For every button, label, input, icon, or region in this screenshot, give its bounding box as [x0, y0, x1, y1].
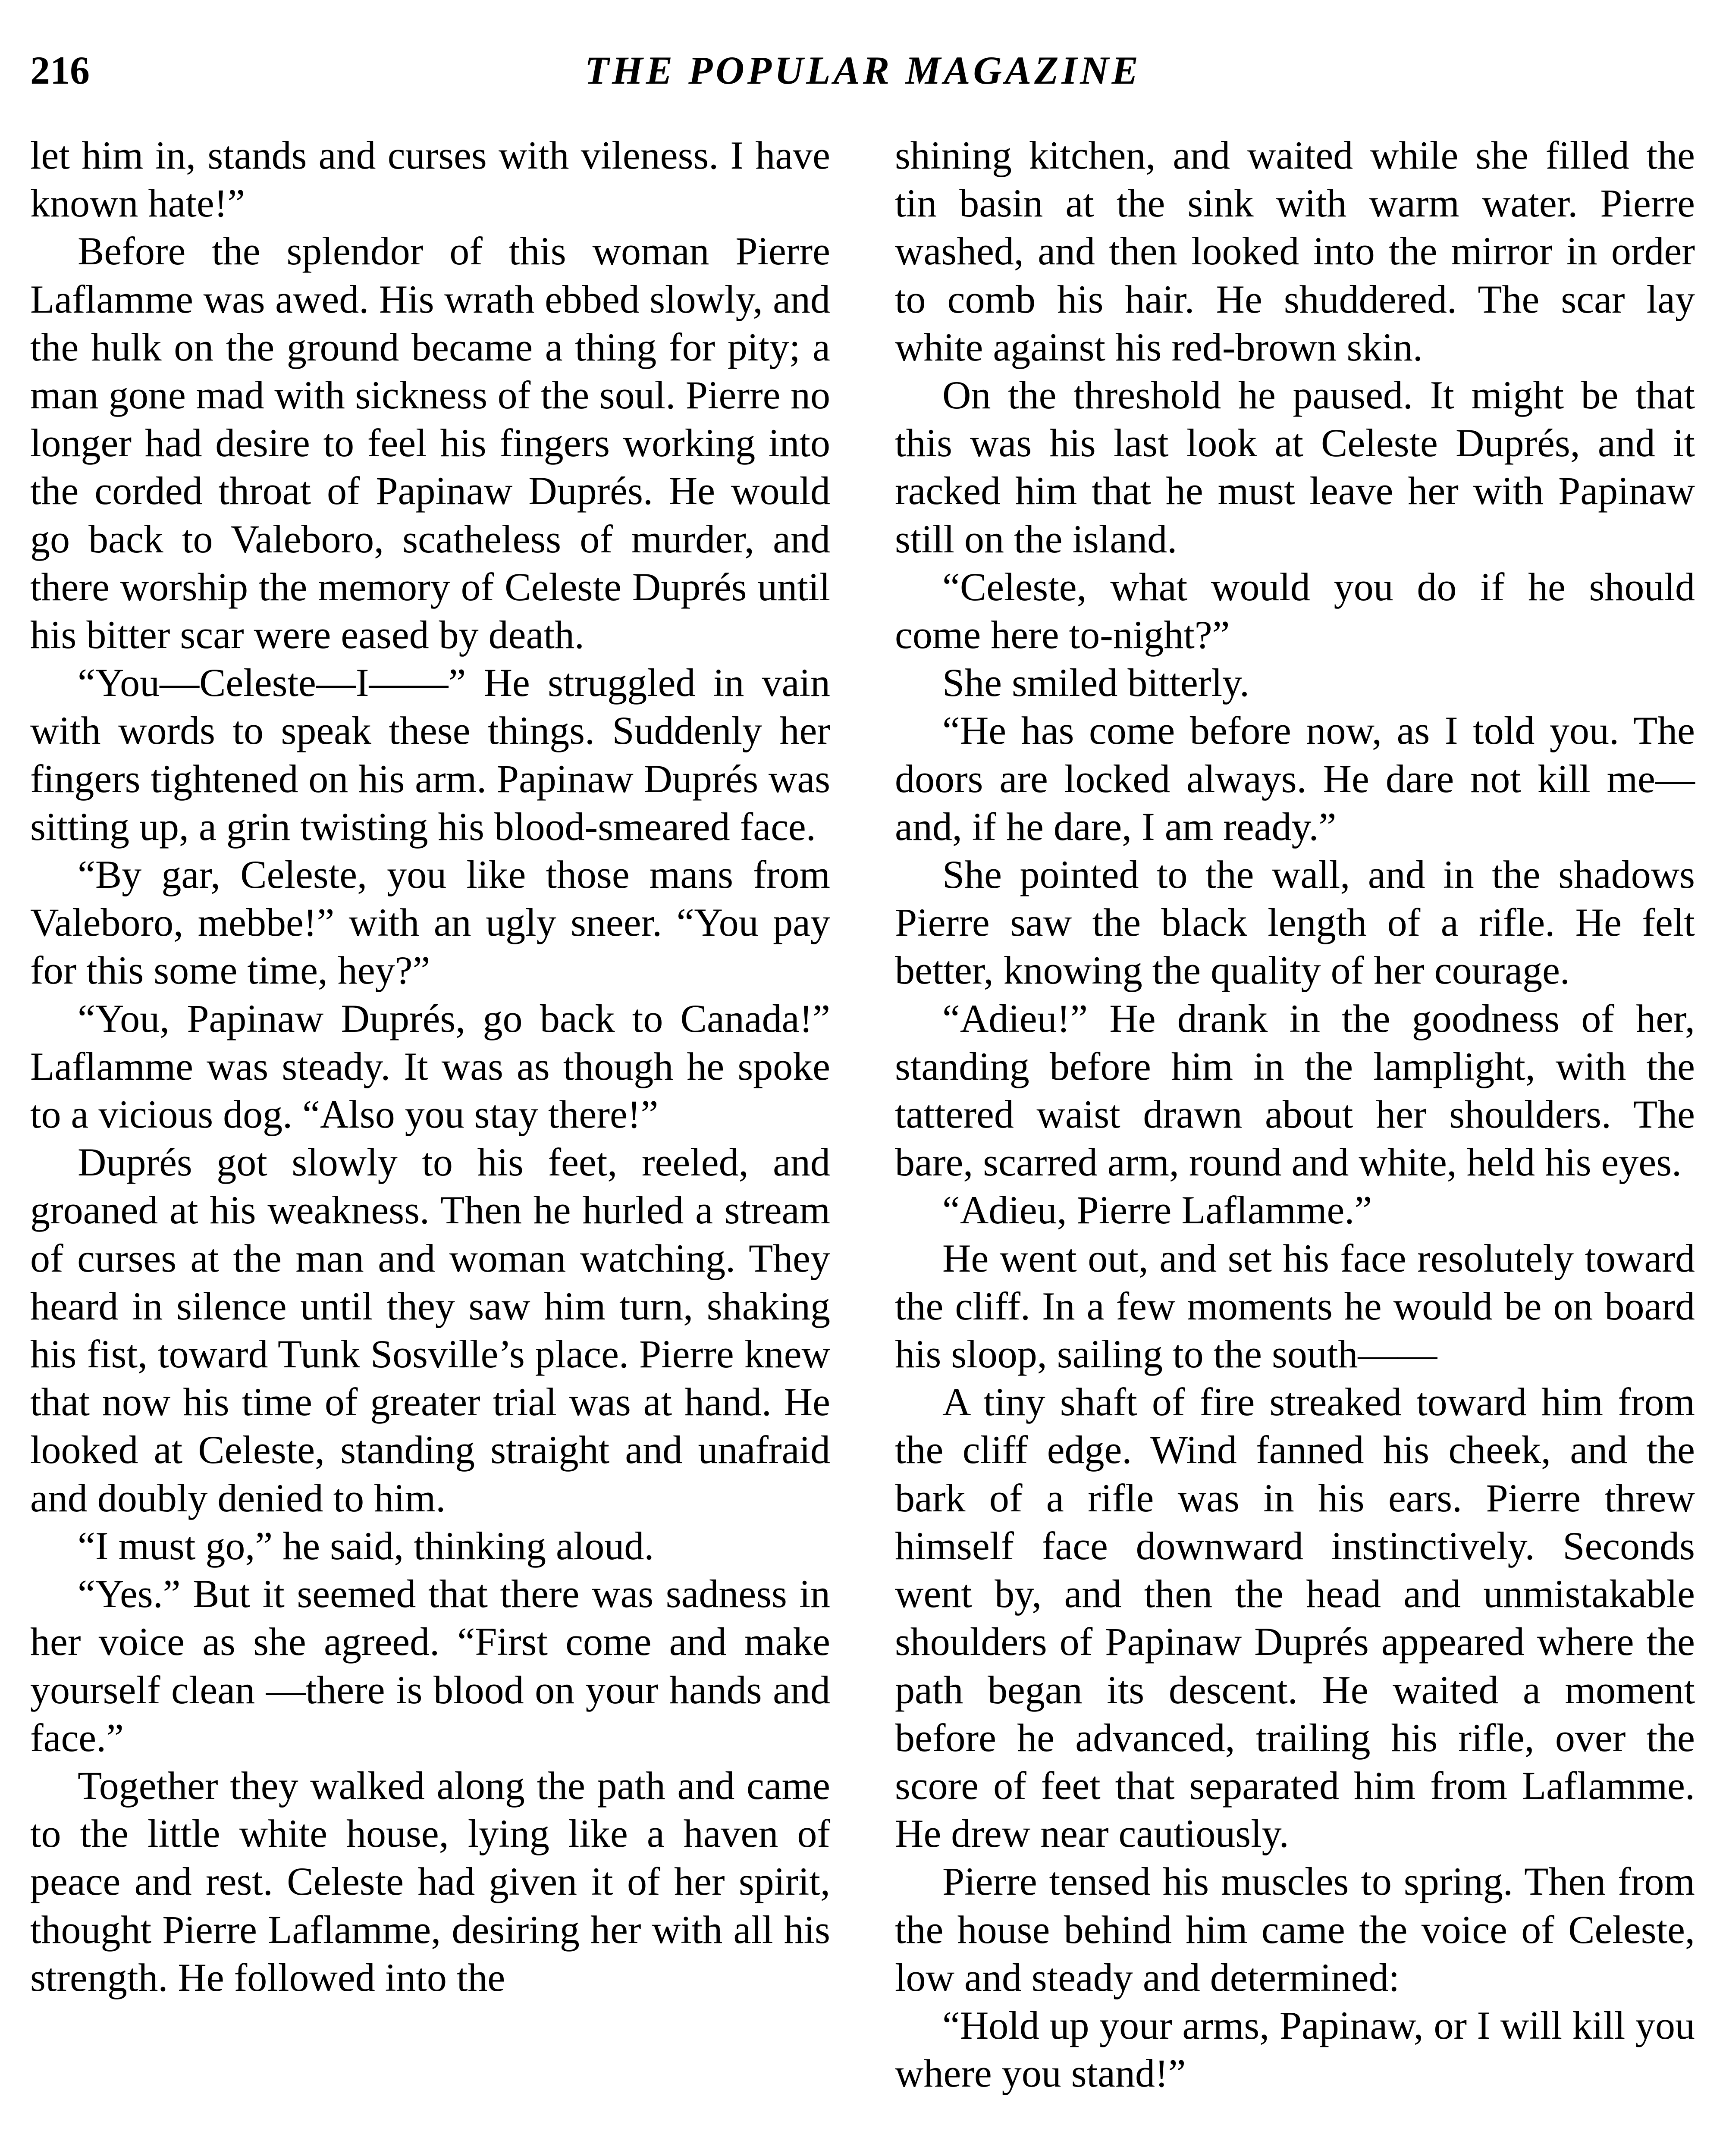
- paragraph: “Celeste, what would you do if he should come here to-night?”: [895, 564, 1695, 657]
- paragraph: “Adieu, Pierre Laflamme.”: [942, 1188, 1372, 1232]
- paragraph: “He has come before now, as I told you. The doors are locked always. He dare not kill me—and, if he dare, I am ready.”: [895, 708, 1695, 849]
- paragraph: let him in, stands and curses with vileness. I have known hate!”: [30, 133, 830, 226]
- paragraph: She smiled bitterly.: [942, 661, 1250, 705]
- paragraph: shining kitchen, and waited while she filled the tin basin at the sink with warm water. Pierre washed, and then looked into the mirror in order to comb his hair. He shuddered. The scar lay white against his red-brown skin.: [895, 133, 1695, 369]
- paragraph: He went out, and set his face resolutely toward the cliff. In a few moments he would be on board his sloop, sailing to the south——: [895, 1236, 1695, 1376]
- paragraph: “You, Papinaw Duprés, go back to Canada!” Laflamme was steady. It was as though he spoke to a vicious dog. “Also you stay there!”: [30, 996, 830, 1137]
- right-column: [895, 132, 1695, 2097]
- paragraph: On the threshold he paused. It might be that this was his last look at Celeste Duprés, and it racked him that he must leave her with Papinaw still on the island.: [895, 373, 1695, 561]
- paragraph: “Yes.” But it seemed that there was sadness in her voice as she agreed. “First come and make yourself clean —there is blood on your hands and face.”: [30, 1572, 830, 1760]
- article-body: [30, 132, 1695, 2156]
- paragraph: Together they walked along the path and came to the little white house, lying like a haven of peace and rest. Celeste had given it of her spirit, thought Pierre Laflamme, desiring her with all his strength. He followed into the: [30, 1763, 830, 1999]
- paragraph: Duprés got slowly to his feet, reeled, and groaned at his weakness. Then he hurled a stream of curses at the man and woman watching. They heard in silence until they saw him turn, shaking his fist, toward Tunk Sosville’s place. Pierre knew that now his time of greater trial was at hand. He looked at Celeste, standing straight and unafraid and doubly denied to him.: [30, 1140, 830, 1520]
- paragraph: Pierre tensed his muscles to spring. Then from the house behind him came the voice of Celeste, low and steady and determined:: [895, 1859, 1695, 1999]
- magazine-title: THE POPULAR MAGAZINE: [584, 48, 1142, 92]
- page-header: [30, 47, 1696, 95]
- paragraph: “I must go,” he said, thinking aloud.: [78, 1523, 654, 1568]
- paragraph: “By gar, Celeste, you like those mans from Valeboro, mebbe!” with an ugly sneer. “You pay for this some time, hey?”: [30, 852, 830, 993]
- paragraph: “Hold up your arms, Papinaw, or I will kill you where you stand!”: [895, 2003, 1695, 2096]
- paragraph: “You—Celeste—I——” He struggled in vain with words to speak these things. Suddenly her fingers tightened on his arm. Papinaw Duprés was sitting up, a grin twisting his blood-smeared face.: [30, 661, 830, 849]
- paragraph: “Adieu!” He drank in the goodness of her, standing before him in the lamplight, with the tattered waist drawn about her shoulders. The bare, scarred arm, round and white, held his eyes.: [895, 996, 1695, 1185]
- paragraph: A tiny shaft of fire streaked toward him from the cliff edge. Wind fanned his cheek, and the bark of a rifle was in his ears. Pierre threw himself face downward instinctively. Seconds went by, and then the head and unmistakable shoulders of Papinaw Duprés appeared where the path began its descent. He waited a moment before he advanced, trailing his rifle, over the score of feet that separated him from Laflamme. He drew near cautiously.: [895, 1380, 1695, 1856]
- page-number: 216: [30, 48, 90, 92]
- left-column: [30, 132, 830, 2002]
- paragraph: Before the splendor of this woman Pierre Laflamme was awed. His wrath ebbed slowly, and the hulk on the ground became a thing for pity; a man gone mad with sickness of the soul. Pierre no longer had desire to feel his fingers working into the corded throat of Papinaw Duprés. He would go back to Valeboro, scatheless of murder, and there worship the memory of Celeste Duprés until his bitter scar were eased by death.: [30, 229, 830, 657]
- paragraph: She pointed to the wall, and in the shadows Pierre saw the black length of a rifle. He felt better, knowing the quality of her courage.: [895, 852, 1695, 993]
